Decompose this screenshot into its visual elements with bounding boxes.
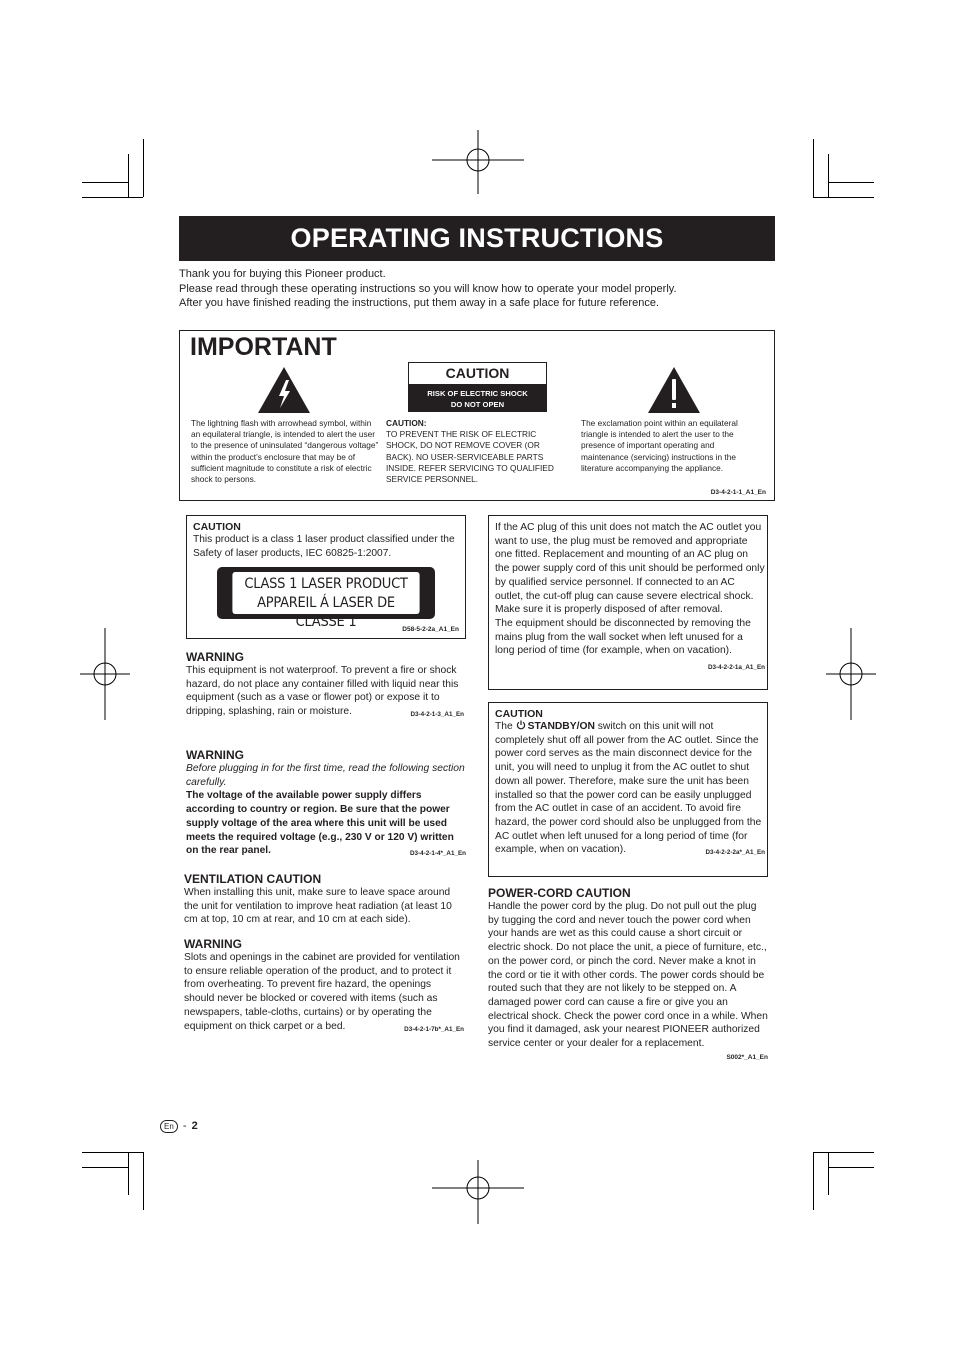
ventilation-text: When installing this unit, make sure to leave space around the unit for ventilation to improve heat radiation (at least 10 cm at top, 10 cm at rear, and 10 cm at each side). <box>184 887 452 926</box>
ac-plug-text: If the AC plug of this unit does not match the AC outlet you want to use, the plug must be removed and appropriate one fitted. Replacement and mounting of an AC plug on the power supply cord of this unit should be performed only by qualified service personnel. If connected to an AC outlet, the cut-off plug can cause severe electrical shock. Make sure it is properly disposed of after removal. <box>495 522 765 616</box>
laser-caution-content <box>193 521 459 560</box>
laser-product-label <box>217 567 435 630</box>
crop-mark <box>813 1152 874 1153</box>
warning-heading: WARNING <box>186 748 244 762</box>
warning-heading: WARNING <box>186 650 244 664</box>
document-code: D3-4-2-1-4*_A1_En <box>410 850 466 858</box>
ac-plug-disconnect-text <box>495 617 765 672</box>
crop-mark <box>813 1152 814 1210</box>
center-caution <box>386 418 566 485</box>
important-title: IMPORTANT <box>190 333 337 361</box>
document-code: D3-4-2-1-3_A1_En <box>410 711 464 719</box>
crop-mark <box>128 1152 129 1195</box>
document-code: D3-4-2-1-7b*_A1_En <box>404 1025 464 1033</box>
registration-mark-icon <box>432 1160 524 1224</box>
page-number-value: 2 <box>191 1120 198 1132</box>
caution-label <box>408 362 547 412</box>
warning-section <box>186 650 464 722</box>
crop-mark <box>813 139 814 197</box>
warning-heading: WARNING <box>184 937 242 951</box>
center-caution-heading: CAUTION: <box>386 418 427 428</box>
standby-power-icon <box>516 720 526 730</box>
laser-caution-box <box>186 515 466 639</box>
registration-mark-icon <box>80 628 130 720</box>
exclamation-triangle-icon <box>647 366 701 414</box>
standby-text-pre: The <box>495 721 516 732</box>
ac-plug-content <box>495 521 765 675</box>
intro-text <box>179 267 779 311</box>
crop-mark <box>828 1152 829 1195</box>
exclamation-description: The exclamation point within an equilateral triangle is intended to alert the user to the presence of important operating and maintenance (servicing) instructions in the literature accompanying the appliance. <box>581 418 738 473</box>
crop-mark <box>828 1167 874 1168</box>
standby-caution-heading: CAUTION <box>495 708 543 720</box>
warning-section <box>186 748 466 861</box>
crop-mark <box>128 154 129 197</box>
important-box <box>179 330 775 501</box>
warning-text-body: Slots and openings in the cabinet are provided for ventilation to ensure reliable operation of the product, and to protect it from overheating. To prevent fire hazard, the openings should never be blocked or covered with items (such as newspapers, table-cloths, curtains) or by operating the equipment on thick carpet or a bed. <box>184 952 460 1032</box>
ac-plug-disconnect-body: The equipment should be disconnected by removing the mains plug from the wall socket when left unused for a long period of time (for example, when on vacation). <box>495 617 751 657</box>
caution-label-line: DO NOT OPEN <box>450 400 505 409</box>
crop-mark <box>82 1152 143 1153</box>
laser-caution-text: This product is a class 1 laser product classified under the Safety of laser products, IEC 60825-1:2007. <box>193 534 455 559</box>
intro-line: Thank you for buying this Pioneer product. <box>179 268 386 280</box>
power-cord-text: Handle the power cord by the plug. Do not pull out the plug by tugging the cord and never touch the power cord when your hands are wet as this could cause a short circuit or electric shock. Do not place the unit, a piece of furniture, etc., on the power cord, or pinch the cord. Never make a knot in the cord or tie it with other cords. The power cords should be routed such that they are not likely to be stepped on. A damaged power cord can cause a fire or give you an electrical shock. Check the power cord once in a while. When you find it damaged, ask your nearest PIONEER authorized service center or your dealer for a replacement. <box>488 901 768 1050</box>
laser-label-line: APPAREIL Á LASER DE CLASSE 1 <box>257 595 395 630</box>
standby-caution-content <box>495 708 765 860</box>
crop-mark <box>143 1152 144 1210</box>
page-title: OPERATING INSTRUCTIONS <box>290 223 664 253</box>
page-number <box>160 1120 198 1133</box>
intro-line: After you have finished reading the instructions, put them away in a safe place for future reference. <box>179 297 659 310</box>
warning-bold-body: The voltage of the available power supply differs according to country or region. Be sure that the power supply voltage of the area where this unit will be used meets the required voltage (e.g., 230 V or 120 V) written on the rear panel. <box>186 790 454 857</box>
warning-italic-note: Before plugging in for the first time, read the following section carefully. <box>186 763 465 788</box>
document-code: D3-4-2-2-2a*_A1_En <box>705 849 765 857</box>
caution-label-line: RISK OF ELECTRIC SHOCK <box>427 389 528 398</box>
caution-label-warning <box>409 385 546 412</box>
standby-button-name: STANDBY/ON <box>527 721 595 732</box>
document-code: D58-5-2-2a_A1_En <box>402 626 459 633</box>
ventilation-section <box>184 872 466 927</box>
crop-mark <box>828 182 874 183</box>
ventilation-heading: VENTILATION CAUTION <box>184 872 322 886</box>
intro-line: Please read through these operating instructions so you will know how to operate your model properly. <box>179 282 677 295</box>
laser-caution-heading: CAUTION <box>193 521 241 533</box>
standby-caution-text <box>495 720 765 857</box>
warning-section <box>184 937 464 1036</box>
power-cord-heading: POWER-CORD CAUTION <box>488 886 631 900</box>
crop-mark <box>828 154 829 197</box>
crop-mark <box>82 1167 128 1168</box>
registration-mark-icon <box>432 130 524 194</box>
document-code: D3-4-2-2-1a_A1_En <box>707 664 765 672</box>
warning-text <box>186 664 464 719</box>
document-code: S002*_A1_En <box>726 1053 768 1061</box>
language-badge: En <box>160 1120 178 1133</box>
caution-label-title: CAUTION <box>409 363 546 385</box>
crop-mark <box>143 139 144 197</box>
center-caution-text: TO PREVENT THE RISK OF ELECTRIC SHOCK, DO NOT REMOVE COVER (OR BACK). NO USER-SERVICEABLE PARTS INSIDE. REFER SERVICING TO QUALIFIED SERVICE PERSONNEL. <box>386 429 554 485</box>
crop-mark <box>82 197 143 198</box>
lightning-triangle-icon <box>257 366 311 414</box>
page-separator: - <box>182 1120 187 1132</box>
warning-bold-text <box>186 789 466 858</box>
standby-caution-box <box>488 702 768 877</box>
crop-mark <box>813 197 874 198</box>
laser-product-label-inner <box>232 572 419 630</box>
warning-text <box>184 951 464 1033</box>
laser-label-line: CLASS 1 LASER PRODUCT <box>244 576 408 592</box>
warning-text-body: This equipment is not waterproof. To prevent a fire or shock hazard, do not place any container filled with liquid near this equipment (such as a vase or flower pot) or expose it to dripping, splashing, rain or moisture. <box>186 665 459 718</box>
power-cord-section <box>488 886 768 1061</box>
document-code: D3-4-2-1-1_A1_En <box>710 489 766 496</box>
lightning-description: The lightning flash with arrowhead symbol, within an equilateral triangle, is intended to alert the user to the presence of uninsulated “dangerous voltage” within the product’s enclosure that may be of sufficient magnitude to constitute a risk of electric shock to persons. <box>191 418 379 485</box>
crop-mark <box>82 182 128 183</box>
ac-plug-box <box>488 515 768 690</box>
standby-text-body: switch on this unit will not completely shut off all power from the AC outlet. Since the power cord serves as the main disconnect device for the unit, you will need to unplug it from the AC outlet to shut down all power. Therefore, make sure the unit has been installed so that the power cord can be easily unplugged from the AC outlet in case of an accident. To avoid fire hazard, the power cord should also be unplugged from the AC outlet when left unused for a long period of time (for example, when on vacation). <box>495 721 762 856</box>
registration-mark-icon <box>826 628 876 720</box>
title-bar <box>179 216 775 261</box>
